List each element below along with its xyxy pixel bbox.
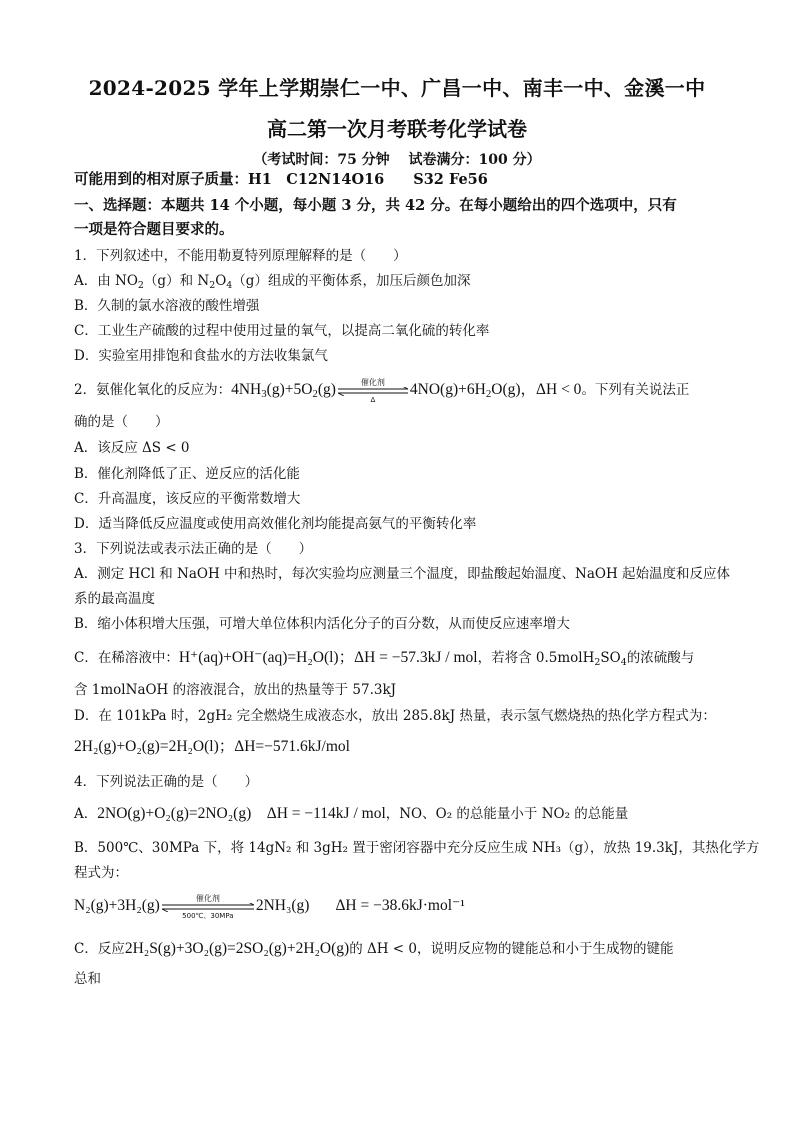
q3-option-c: C．在稀溶液中：H⁺(aq)+OH⁻(aq)=H₂O(l)；ΔH = −57.3kJ / mol，若将含 $0.5molH_2SO_4$的浓硫酸与 (74, 649, 695, 668)
q4-option-b-line2: 程式为： (74, 865, 128, 881)
q3-c-post3: 的浓硫酸与 (626, 650, 695, 666)
q1-a-mid1: （g）和 N (143, 273, 210, 289)
q4-option-c (74, 939, 724, 959)
q4-option-b-equation (74, 893, 724, 920)
q1-option-a: A．由 $NO_2(g)$和 $N_2O_4(g)$组成的平衡体系，加压后颜色加深 (74, 273, 471, 291)
q3-option-d-equation: 2H₂(g)+O₂(g)=2H₂O(l)；ΔH=−571.6kJ/mol (74, 738, 350, 755)
q4-a-post: ，NO、O₂ 的总能量小于 NO₂ 的总能量 (385, 806, 629, 822)
q4-b-condition-label: 500℃、30MPa (182, 911, 234, 920)
q4-c-post: 的 ΔH < 0，说明反应物的键能总和小于生成物的键能 (349, 941, 674, 957)
q2-eq-left2: (g)+5O (266, 381, 313, 398)
q4-b-catalyst-label: 催化剂 (195, 893, 220, 903)
q2-dh: ，ΔH < 0 (520, 381, 582, 398)
q3-c-dh: ；ΔH = −57.3kJ / mol (338, 649, 478, 666)
q4-a-pre: A． (74, 806, 98, 822)
q3-option-a-line1: A．测定 HCl 和 NaOH 中和热时，每次实验均应测量三个温度，即盐酸起始温度、NaOH 起始温度和反应体 (74, 566, 731, 582)
exam-info: （考试时间：75 分钟 试卷满分：100 分） (253, 152, 541, 168)
section1-instructions-line2: 一项是符合题目要求的。 (74, 221, 234, 238)
q1-a-post: （g）组成的平衡体系，加压后颜色加深 (232, 273, 471, 289)
q3-c-equation: H⁺(aq)+OH⁻(aq)=H₂O(l) (178, 649, 339, 666)
q2-eq-right: 4NO(g)+6H (409, 381, 486, 398)
q1-a-pre: A．由 NO (74, 273, 138, 289)
q3-c-post: ，若将含 0.5molH (477, 650, 595, 666)
q2-stem-line2: 确的是（ ） (74, 414, 169, 430)
q4-b-eq-right: 2NH₃(g) (255, 897, 310, 914)
q4-b-eq-left: N₂(g)+3H₂(g) (74, 897, 160, 914)
q3-option-b: B．缩小体积增大压强，可增大单位体积内活化分子的百分数，从而使反应速率增大 (74, 616, 570, 632)
q1-option-d: D．实验室用排饱和食盐水的方法收集氯气 (74, 348, 328, 364)
q3-option-d-line1: D．在 101kPa 时，2gH₂ 完全燃烧生成液态水，放出 285.8kJ 热量，表示氢气燃烧热的热化学方程式为： (74, 708, 716, 724)
q2-catalyst-label: 催化剂 (360, 377, 385, 387)
q3-c-pre: C．在稀溶液中： (74, 650, 179, 666)
q4-option-c-line2: 总和 (74, 971, 101, 987)
q4-c-equation: 2H₂S(g)+3O₂(g)=2SO₂(g)+2H₂O(g) (124, 940, 350, 957)
reversible-arrow-icon (338, 377, 408, 404)
q1-a-mid2: O (215, 273, 227, 289)
q2-option-c: C．升高温度，该反应的平衡常数增大 (74, 491, 301, 507)
q2-stem-post: 。下列有关说法正 (581, 382, 690, 398)
q4-stem: 4．下列说法正确的是（ ） (74, 774, 259, 790)
q3-c-post2: SO (600, 650, 621, 666)
q4-a-equation: 2NO(g)+O₂(g)=2NO₂(g) ΔH = −114kJ / mol (97, 805, 386, 822)
q3-option-c-line2: 含 1molNaOH 的溶液混合，放出的热量等于 57.3kJ (74, 682, 397, 698)
q3-stem: 3．下列说法或表示法正确的是（ ） (74, 541, 313, 557)
q2-eq-left: 4NH (231, 381, 262, 398)
q2-eq-right2: O(g) (491, 381, 521, 398)
exam-title-line1: 2024-2025 学年上学期崇仁一中、广昌一中、南丰一中、金溪一中 (88, 76, 706, 100)
q4-c-pre: C．反应 (74, 941, 125, 957)
q2-option-b: B．催化剂降低了正、逆反应的活化能 (74, 466, 300, 482)
q1-stem: 1．下列叙述中，不能用勒夏特列原理解释的是（ ） (74, 248, 407, 264)
q3-option-a-line2: 系的最高温度 (74, 591, 155, 607)
q2-stem-pre: 2．氨催化氧化的反应为： (74, 382, 232, 398)
q2-stem: 2．氨催化氧化的反应为：$4NH_3(g)+5O_2(g)$ 催化剂 Δ $4NO(g)+6H_2O(g)$，ΔH < 0。下列有关说法正 (74, 377, 690, 404)
exam-title-line2: 高二第一次月考联考化学试卷 (267, 117, 527, 141)
reversible-arrow-icon (162, 893, 254, 920)
section1-instructions-line1: 一、选择题：本题共 14 个小题，每小题 3 分，共 42 分。在每小题给出的四个选项中，只有 (74, 197, 677, 214)
q2-heat-label: Δ (370, 395, 376, 404)
q2-option-a: A．该反应 ΔS < 0 (74, 440, 190, 456)
q4-b-dh: ΔH = −38.6kJ·mol⁻¹ (335, 897, 465, 914)
q1-option-b: B．久制的氯水溶液的酸性增强 (74, 298, 260, 314)
q4-option-b-line1: B．500℃、30MPa 下，将 14gN₂ 和 3gH₂ 置于密闭容器中充分反应生成 NH₃（g），放热 19.3kJ，其热化学方 (74, 840, 760, 856)
q1-option-c: C．工业生产硫酸的过程中使用过量的氧气，以提高二氧化硫的转化率 (74, 323, 490, 339)
atomic-mass-line: 可能用到的相对原子质量：H1 C12N14O16 S32 Fe56 (74, 171, 488, 188)
q2-option-d: D．适当降低反应温度或使用高效催化剂均能提高氨气的平衡转化率 (74, 516, 477, 532)
q2-eq-left3: (g) (317, 381, 336, 398)
q4-option-a (74, 804, 724, 824)
